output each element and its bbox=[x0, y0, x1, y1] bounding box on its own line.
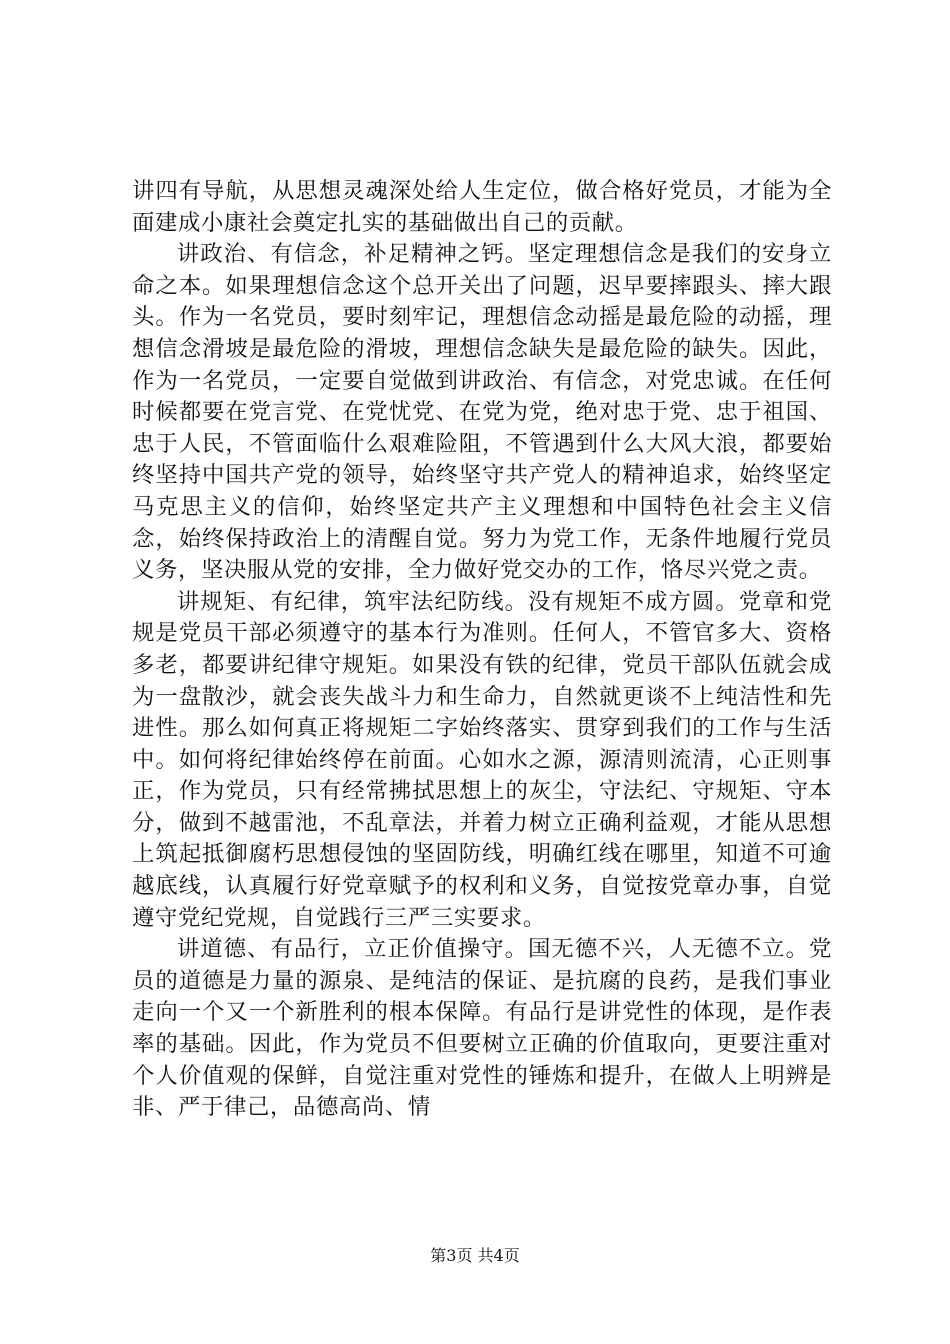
paragraph-politics: 讲政治、有信念，补足精神之钙。坚定理想信念是我们的安身立命之本。如果理想信念这个总开关出了问题，迟早要摔跟头、摔大跟头。作为一名党员，要时刻牢记，理想信念动摇是最危险的动摇，理想信念滑坡是最危险的滑坡，理想信念缺失是最危险的缺失。因此，作为一名党员，一定要自觉做到讲政治、有信念，对党忠诚。在任何时候都要在党言党、在党忧党、在党为党，绝对忠于党、忠于祖国、忠于人民，不管面临什么艰难险阻，不管遇到什么大风大浪，都要始终坚持中国共产党的领导，始终坚守共产党人的精神追求，始终坚定马克思主义的信仰，始终坚定共产主义理想和中国特色社会主义信念，始终保持政治上的清醒自觉。努力为党工作，无条件地履行党员义务，坚决服从党的安排，全力做好党交办的工作，恪尽兴党之责。 bbox=[132, 241, 832, 584]
paragraph-morality: 讲道德、有品行，立正价值操守。国无德不兴，人无德不立。党员的道德是力量的源泉、是纯洁的保证、是抗腐的良药，是我们事业走向一个又一个新胜利的根本保障。有品行是讲党性的体现，是作表率的基础。因此，作为党员不但要树立正确的价值取向，更要注重对个人价值观的保鲜，自觉注重对党性的锤炼和提升，在做人上明辨是非、严于律己，品德高尚、情 bbox=[132, 936, 832, 1121]
paragraph-discipline: 讲规矩、有纪律，筑牢法纪防线。没有规矩不成方圆。党章和党规是党员干部必须遵守的基本行为准则。任何人，不管官多大、资格多老，都要讲纪律守规矩。如果没有铁的纪律，党员干部队伍就会成为一盘散沙，就会丧失战斗力和生命力，自然就更谈不上纯洁性和先进性。那么如何真正将规矩二字始终落实、贯穿到我们的工作与生活中。如何将纪律始终停在前面。心如水之源，源清则流清，心正则事正，作为党员，只有经常拂拭思想上的灰尘，守法纪、守规矩、守本分，做到不越雷池，不乱章法，并着力树立正确利益观，才能从思想上筑起抵御腐朽思想侵蚀的坚固防线，明确红线在哪里，知道不可逾越底线，认真履行好党章赋予的权利和义务，自觉按党章办事，自觉遵守党纪党规，自觉践行三严三实要求。 bbox=[132, 588, 832, 931]
paragraph-continuation: 讲四有导航，从思想灵魂深处给人生定位，做合格好党员，才能为全面建成小康社会奠定扎实的基础做出自己的贡献。 bbox=[132, 178, 832, 236]
page-footer: 第3页 共4页 bbox=[430, 1246, 520, 1265]
document-body bbox=[132, 176, 832, 1124]
